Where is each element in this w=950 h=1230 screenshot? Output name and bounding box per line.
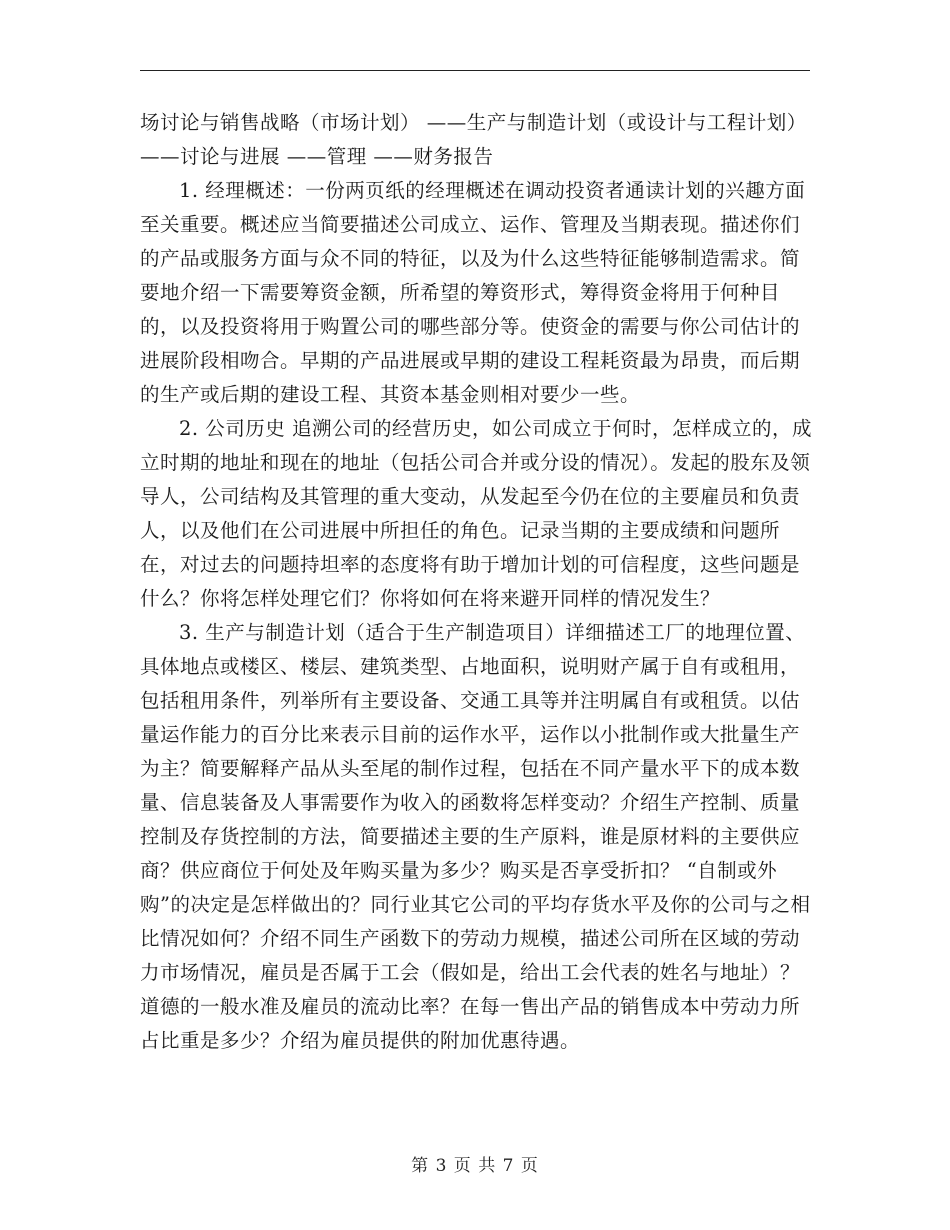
paragraph-executive-summary: 1. 经理概述：一份两页纸的经理概述在调动投资者通读计划的兴趣方面至关重要。概述应当简要描述公司成立、运作、管理及当期表现。描述你们的产品或服务方面与众不同的特征，以及为什么这些特征能够制造需求。简要地介绍一下需要筹资金额，所希望的筹资形式，筹得资金将用于何种目的，以及投资将用于购置公司的哪些部分等。使资金的需要与你公司估计的进展阶段相吻合。早期的产品进展或早期的建设工程耗资最为昂贵，而后期的生产或后期的建设工程、其资本基金则相对要少一些。 (140, 179, 806, 406)
paragraph-production-plan: 3. 生产与制造计划（适合于生产制造项目）详细描述工厂的地理位置、具体地点或楼区、楼层、建筑类型、占地面积，说明财产属于自有或租用，包括租用条件，列举所有主要设备、交通工具等并注明属自有或租赁。以估量运作能力的百分比来表示目前的运作水平，运作以小批制作或大批量生产为主？简要解释产品从头至尾的制作过程，包括在不同产量水平下的成本数量、信息装备及人事需要作为收入的函数将怎样变动？介绍生产控制、质量控制及存货控制的方法，简要描述主要的生产原料，谁是原材料的主要供应商？供应商位于何处及年购买量为多少？购买是否享受折扣？ “自制或外购”的决定是怎样做出的？同行业其它公司的平均存货水平及你的公司与之相比情况如何？介绍不同生产函数下的劳动力规模，描述公司所在区域的劳动力市场情况，雇员是否属于工会（假如是，给出工会代表的姓名与地址）？道德的一般水准及雇员的流动比率？在每一售出产品的销售成本中劳动力所占比重是多少？介绍为雇员提供的附加优惠待遇。 (140, 621, 811, 1052)
document-body (140, 106, 815, 1058)
header-rule (140, 70, 810, 71)
page-number: 第 3 页 共 7 页 (411, 1156, 539, 1176)
paragraph-company-history: 2. 公司历史 追溯公司的经营历史，如公司成立于何时，怎样成立的，成立时期的地址和现在的地址（包括公司合并或分设的情况）。发起的股东及领导人，公司结构及其管理的重大变动，从发起至今仍在位的主要雇员和负责人，以及他们在公司进展中所担任的角色。记录当期的主要成绩和问题所在，对过去的问题持坦率的态度将有助于增加计划的可信程度，这些问题是什么？你将怎样处理它们？你将如何在将来避开同样的情况发生？ (140, 417, 813, 610)
paragraph-continuation: 场讨论与销售战略（市场计划） ——生产与制造计划（或设计与工程计划） ——讨论与进展 ——管理 ——财务报告 (140, 111, 807, 168)
